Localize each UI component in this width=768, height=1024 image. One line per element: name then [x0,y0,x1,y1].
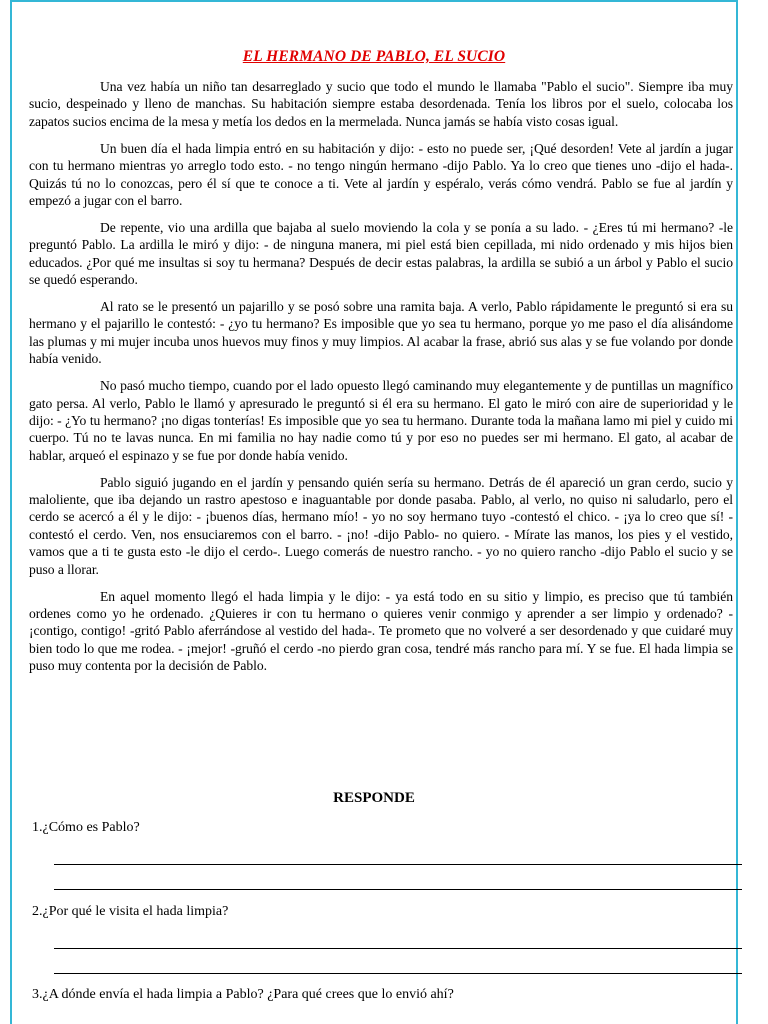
story-title: EL HERMANO DE PABLO, EL SUCIO [242,48,506,65]
section-heading: RESPONDE [333,790,415,806]
worksheet-page [10,0,738,1024]
story-paragraph: Un buen día el hada limpia entró en su habitación y dijo: - esto no puede ser, ¡Qué desorden! Vete al jardín a jugar con tu hermano mientras yo arreglo todo esto. - no tengo ningún hermano -dijo Pablo. Ya lo creo que tienes uno -dijo el hada-. Quizás tú no lo conozcas, pero él sí que te conoce a ti. Vete al jardín y espéralo, verás cómo vendrá. Pablo se fue al jardín y empezó a jugar con el barro. [29,140,733,208]
story-paragraph: No pasó mucho tiempo, cuando por el lado opuesto llegó caminando muy elegantemente y de puntillas un magnífico gato persa. Al verlo, Pablo le llamó y apresurado le preguntó si él era su hermano. El gato le miró con aire de superioridad y le dijo: - ¿Yo tu hermano? ¡no digas tonterías! Es imposible que yo sea tu hermano. Durante toda la mañana lamo mi piel y cuido mi cuerpo. Tú no te lavas nunca. En mi familia no hay nadie como tú y por eso no puedes ser mi hermano. El gato, al acabar de hablar, arqueó el espinazo y se fue por donde había venido. [29,378,733,463]
story-paragraph: En aquel momento llegó el hada limpia y le dijo: - ya está todo en su sitio y limpio, es preciso que tú también ordenes como yo he ordenado. ¿Quieres ir con tu hermano o quieres venir conmigo y aprender a ser limpio y ordenado? - ¡contigo, contigo! -gritó Pablo aferrándose al vestido del hada-. Te prometo que no volveré a ser desordenado y que cuidaré muy bien todo lo que me rodea. - ¡mejor! -gruñó el cerdo -no pierdo gran cosa, tendré más rancho para mí. Y se fue. El hada limpia se puso muy contenta por la decisión de Pablo. [29,588,733,674]
question-2: 2.¿Por qué le visita el hada limpia? [32,904,229,919]
answer-line[interactable] [54,864,742,865]
question-3: 3.¿A dónde envía el hada limpia a Pablo? ¿Para qué crees que lo envió ahí? [32,987,454,1002]
story-paragraph: Pablo siguió jugando en el jardín y pensando quién sería su hermano. Detrás de él apareció un gran cerdo, sucio y maloliente, que iba dejando un rastro apestoso e inaguantable por donde pasaba. Pablo, al verlo, no quiso ni saludarlo, pero el cerdo se acercó a él y le dijo: - ¡buenos días, hermano mío! - yo no soy hermano tuyo -contestó el chico. - ¡ya lo creo que sí! -contestó el cerdo. Ven, nos ensuciaremos con el barro. - ¡no! -dijo Pablo- no quiero. - Mírate las manos, los pies y el vestido, vamos que a ti te gusta esto -le dijo el cerdo-. Luego comerás de nuestro rancho. - yo no quiero rancho -dijo Pablo el sucio y se puso a llorar. [29,474,733,577]
story-paragraph: Una vez había un niño tan desarreglado y sucio que todo el mundo le llamaba "Pablo el sucio". Siempre iba muy sucio, despeinado y lleno de manchas. Su habitación siempre estaba desordenada. Tenía los libros por el suelo, colocaba los zapatos sucios encima de la mesa y metía los dedos en la mermelada. Nunca jamás se había visto cosas igual. [29,79,733,129]
story-body [29,78,733,684]
answer-line[interactable] [54,973,742,974]
answer-line[interactable] [54,948,742,949]
story-paragraph: De repente, vio una ardilla que bajaba al suelo moviendo la cola y se ponía a su lado. - ¿Eres tú mi hermano? -le preguntó Pablo. La ardilla le miró y dijo: - de ninguna manera, mi piel está bien cepillada, mi nido ordenado y mis hijos bien educados. ¿Por qué me insultas si soy tu hermana? Después de decir estas palabras, la ardilla se subió a un árbol y Pablo el sucio se quedó esperando. [29,219,733,288]
question-1: 1.¿Cómo es Pablo? [32,820,140,835]
story-paragraph: Al rato se le presentó un pajarillo y se posó sobre una ramita baja. A verlo, Pablo rápidamente le preguntó si era su hermano y el pajarillo le contestó: - ¿yo tu hermano? Es imposible que yo sea tu hermano, porque yo me paso el día alisándome las plumas y mi mujer incuba unos huevos muy finos y muy limpios. Al acabar la frase, abrió sus alas y se fue volando por donde había venido. [29,298,733,367]
answer-line[interactable] [54,889,742,890]
